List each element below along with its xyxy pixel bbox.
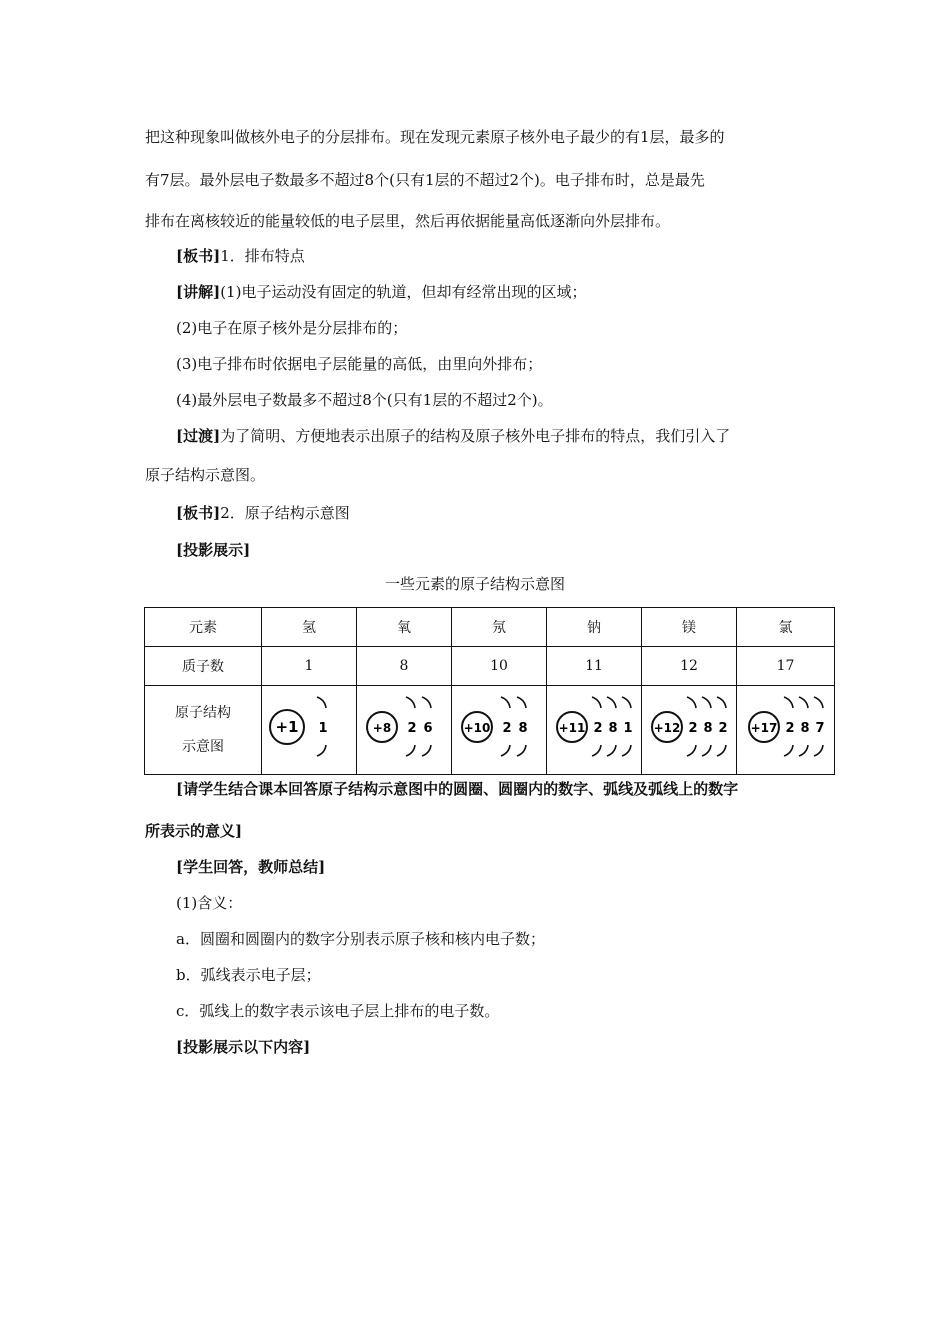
shell-electron-count: 2 [718,721,728,736]
shell-arc-top [622,697,631,708]
atom-diagram-cell [642,686,737,775]
board-note-1 [176,246,305,266]
shell-electron-count: 6 [423,721,433,736]
atom-diagram [548,689,640,771]
table-row [145,686,835,775]
projection-tag-2: [投影展示以下内容] [176,1038,311,1056]
paragraph-line-2: 有7层。最外层电子数最多不超过8个(只有1层的不超过2个)。电子排布时，总是最先 [145,171,705,189]
board-text: 2．原子结构示意图 [220,504,350,522]
shell-electron-count: 7 [814,721,825,736]
explain-item-4: (4)最外层电子数最多不超过8个(只有1层的不超过2个)。 [176,391,553,409]
table-row [145,647,835,686]
element-name: 氖 [452,608,547,647]
atom-diagram [643,689,735,771]
shell-arc-bottom [607,745,616,756]
shell-arc-bottom [422,745,431,756]
board-tag: [板书] [176,504,221,522]
shell-arc-top [422,697,431,708]
shell-arc-top [702,697,711,708]
shell-electron-count: 1 [318,721,328,736]
shell-arc-top [814,697,823,708]
atom-diagram [740,689,832,771]
atom-diagram-cell [262,686,357,775]
proton-count: 17 [737,647,835,686]
shell-arc-top [784,697,793,708]
nucleus-label: +8 [372,721,392,735]
shell-electron-count: 2 [407,721,417,736]
shell-arc-top [687,697,696,708]
element-name: 钠 [547,608,642,647]
row-header-diagram [145,686,262,775]
shell-arc-bottom [517,745,526,756]
atom-structure-table [144,607,835,775]
element-name: 氯 [737,608,835,647]
shell-arc-top [607,697,616,708]
shell-arc-bottom [687,745,696,756]
atom-diagram [358,689,450,771]
nucleus-label: +1 [275,718,299,736]
shell-arc-bottom [814,745,823,756]
board-text: 1．排布特点 [220,247,305,265]
row-header-diagram-l1: 原子结构 [175,705,231,721]
atom-diagram-cell [737,686,835,775]
row-header-element: 元素 [145,608,262,647]
shell-electron-count: 2 [784,721,795,736]
proton-count: 8 [357,647,452,686]
atom-diagram-cell [357,686,452,775]
transition-tag: [过渡] [176,427,221,445]
transition-text: 为了简明、方便地表示出原子的结构及原子核外电子排布的特点，我们引入了 [220,427,731,445]
table-caption: 一些元素的原子结构示意图 [384,575,565,593]
element-name: 镁 [642,608,737,647]
explain-line [176,282,586,302]
explain-text: (1)电子运动没有固定的轨道，但却有经常出现的区域； [220,283,587,301]
summary-tag: [学生回答，教师总结] [176,858,326,876]
shell-arc-bottom [317,745,326,756]
shell-electron-count: 8 [518,721,528,736]
nucleus-label: +11 [558,721,586,735]
shell-arc-top [592,697,601,708]
shell-electron-count: 2 [593,721,603,736]
shell-arc-bottom [799,745,808,756]
row-header-protons: 质子数 [145,647,262,686]
atom-diagram-cell [452,686,547,775]
shell-arc-top [517,697,526,708]
element-name: 氧 [357,608,452,647]
proton-count: 1 [262,647,357,686]
explain-item-2: (2)电子在原子核外是分层排布的； [176,319,408,337]
shell-arc-top [501,697,510,708]
question-line-1: [请学生结合课本回答原子结构示意图中的圆圈、圆圈内的数字、弧线及弧线上的数字 [176,780,739,798]
shell-arc-bottom [592,745,601,756]
shell-arc-bottom [622,745,631,756]
row-header-diagram-l2: 示意图 [182,739,224,755]
paragraph-line-3: 排布在离核较近的能量较低的电子层里，然后再依据能量高低逐渐向外层排布。 [145,212,671,230]
meaning-title: (1)含义： [176,894,243,912]
atom-diagram-cell [547,686,642,775]
shell-arc-bottom [501,745,510,756]
shell-electron-count: 8 [608,721,618,736]
proton-count: 10 [452,647,547,686]
shell-arc-bottom [702,745,711,756]
atom-diagram [263,689,355,771]
shell-electron-count: 2 [688,721,698,736]
proton-count: 11 [547,647,642,686]
element-name: 氢 [262,608,357,647]
shell-arc-bottom [406,745,415,756]
shell-electron-count: 2 [502,721,512,736]
question-line-2: 所表示的意义] [145,822,243,840]
meaning-item-a: a．圆圈和圆圈内的数字分别表示原子核和核内电子数； [176,930,545,948]
board-tag: [板书] [176,247,221,265]
nucleus-label: +12 [653,721,681,735]
transition-cont: 原子结构示意图。 [145,466,266,484]
shell-electron-count: 8 [703,721,713,736]
shell-electron-count: 8 [799,721,810,736]
table-row [145,608,835,647]
atom-diagram [453,689,545,771]
shell-arc-top [799,697,808,708]
shell-arc-bottom [784,745,793,756]
proton-count: 12 [642,647,737,686]
explain-tag: [讲解] [176,283,221,301]
shell-arc-top [317,697,326,708]
shell-arc-top [406,697,415,708]
board-note-2 [176,503,350,523]
shell-arc-bottom [717,745,726,756]
meaning-item-b: b．弧线表示电子层； [176,966,321,984]
meaning-item-c: c．弧线上的数字表示该电子层上排布的电子数。 [176,1002,500,1020]
explain-item-3: (3)电子排布时依据电子层能量的高低，由里向外排布； [176,355,543,373]
transition-line [176,426,730,446]
nucleus-label: +10 [463,721,491,735]
paragraph-line-1: 把这种现象叫做核外电子的分层排布。现在发现元素原子核外电子最少的有1层，最多的 [145,128,725,146]
shell-arc-top [717,697,726,708]
projection-tag: [投影展示] [176,541,251,559]
shell-electron-count: 1 [623,721,633,736]
nucleus-label: +17 [750,721,777,735]
